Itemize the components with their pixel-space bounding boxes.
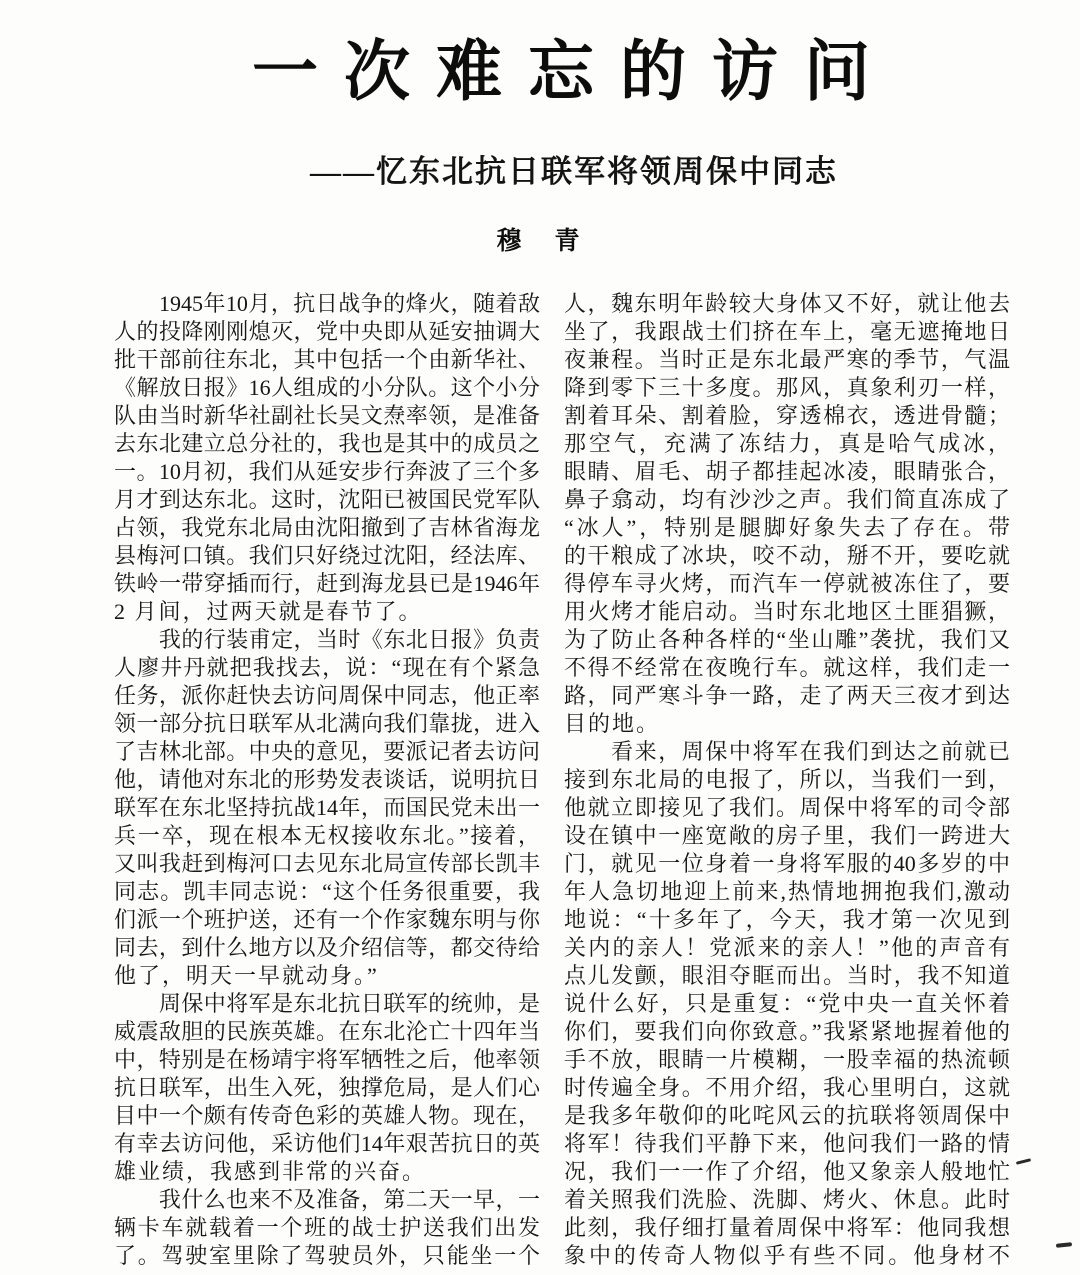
text-line: 占领，我党东北局由沈阳撤到了吉林省海龙 — [114, 515, 540, 540]
text-line: 一。10月初，我们从延安步行奔波了三个多 — [114, 459, 540, 484]
text-line: 中，特别是在杨靖宇将军牺牲之后，他率领 — [114, 1047, 540, 1072]
text-line: 点儿发颤，眼泪夺眶而出。当时，我不知道 — [564, 963, 1010, 988]
text-line: 手不放，眼睛一片模糊，一股幸福的热流顿 — [564, 1047, 1010, 1072]
text-line: 用火烤才能启动。当时东北地区土匪猖獗， — [564, 599, 1010, 624]
text-line: 雄业绩，我感到非常的兴奋。 — [114, 1159, 427, 1184]
text-line: 有幸去访问他，采访他们14年艰苦抗日的英 — [114, 1131, 540, 1156]
scan-artifact-dash — [1016, 1158, 1031, 1165]
text-line: “冰人”，特别是腿脚好象失去了存在。带 — [564, 515, 1010, 540]
text-line: 我什么也来不及准备，第二天一早，一 — [114, 1187, 540, 1212]
text-line: 了。驾驶室里除了驾驶员外，只能坐一个 — [114, 1243, 540, 1268]
article-subtitle: ——忆东北抗日联军将领周保中同志 — [310, 154, 838, 189]
article-author: 穆 青 — [496, 228, 584, 255]
text-line: 看来，周保中将军在我们到达之前就已 — [564, 739, 1010, 764]
text-line: 去东北建立总分社的，我也是其中的成员之 — [114, 431, 540, 456]
text-line: 1945年10月，抗日战争的烽火，随着敌 — [114, 291, 540, 316]
text-line: 威震敌胆的民族英雄。在东北沦亡十四年当 — [114, 1019, 540, 1044]
text-line: 门，就见一位身着一身将军服的40多岁的中 — [564, 851, 1010, 876]
text-line: 县梅河口镇。我们只好绕过沈阳，经法库、 — [114, 543, 540, 568]
text-line: 们派一个班护送，还有一个作家魏东明与你 — [114, 907, 540, 932]
text-line: 他就立即接见了我们。周保中将军的司令部 — [564, 795, 1010, 820]
text-line: 兵一卒，现在根本无权接收东北。”接着， — [114, 823, 540, 848]
text-line: 目中一个颇有传奇色彩的英雄人物。现在， — [114, 1103, 540, 1128]
text-line: 他，请他对东北的形势发表谈话，说明抗日 — [114, 767, 540, 792]
text-line: 队由当时新华社副社长吴文焘率领，是准备 — [114, 403, 540, 428]
text-line: 同志。凯丰同志说：“这个任务很重要，我 — [114, 879, 540, 904]
text-line: 辆卡车就载着一个班的战士护送我们出发 — [114, 1215, 540, 1240]
text-line: 着关照我们洗脸、洗脚、烤火、休息。此时 — [564, 1187, 1010, 1212]
text-line: 时传遍全身。不用介绍，我心里明白，这就 — [564, 1075, 1010, 1100]
text-line: 同去，到什么地方以及介绍信等，都交待给 — [114, 935, 540, 960]
text-line: 况，我们一一作了介绍，他又象亲人般地忙 — [564, 1159, 1010, 1184]
text-line: 又叫我赶到梅河口去见东北局宣传部长凯丰 — [114, 851, 540, 876]
text-line: 象中的传奇人物似乎有些不同。他身材不 — [564, 1243, 1010, 1268]
article-body — [114, 290, 1010, 1270]
text-line: 他了，明天一早就动身。” — [114, 963, 379, 988]
text-line: 领一部分抗日联军从北满向我们靠拢，进入 — [114, 711, 540, 736]
scan-artifact-dash — [1056, 1242, 1072, 1248]
text-line: 人廖井丹就把我找去，说：“现在有个紧急 — [114, 655, 540, 680]
text-line: 路，同严寒斗争一路，走了两天三夜才到达 — [564, 683, 1010, 708]
text-line: 目的地。 — [564, 711, 661, 736]
text-line: 任务，派你赶快去访问周保中同志，他正率 — [114, 683, 540, 708]
text-line: 了吉林北部。中央的意见，要派记者去访问 — [114, 739, 540, 764]
text-line: 将军！待我们平静下来，他问我们一路的情 — [564, 1131, 1010, 1156]
text-line: 关内的亲人！党派来的亲人！”他的声音有 — [564, 935, 1010, 960]
text-line: 《解放日报》16人组成的小分队。这个小分 — [114, 375, 540, 400]
text-line: 联军在东北坚持抗战14年，而国民党未出一 — [114, 795, 540, 820]
text-line: 年人急切地迎上前来,热情地拥抱我们,激动 — [564, 879, 1010, 904]
text-line: 人的投降刚刚熄灭，党中央即从延安抽调大 — [114, 319, 540, 344]
text-line: 人，魏东明年龄较大身体又不好，就让他去 — [564, 291, 1010, 316]
text-line: 铁岭一带穿插而行，赶到海龙县已是1946年 — [114, 571, 540, 596]
text-line: 的干粮成了冰块，咬不动，掰不开，要吃就 — [564, 543, 1010, 568]
text-line: 割着耳朵、割着脸，穿透棉衣，透进骨髓； — [564, 403, 1010, 428]
text-line: 此刻，我仔细打量着周保中将军：他同我想 — [564, 1215, 1010, 1240]
text-line: 周保中将军是东北抗日联军的统帅，是 — [114, 991, 540, 1016]
article-title: 一次难忘的访问 — [252, 36, 896, 109]
text-line: 降到零下三十多度。那风，真象利刃一样， — [564, 375, 1010, 400]
left-column — [114, 290, 540, 1270]
text-line: 不得不经常在夜晚行车。就这样，我们走一 — [564, 655, 1010, 680]
text-line: 月才到达东北。这时，沈阳已被国民党军队 — [114, 487, 540, 512]
right-column — [564, 290, 1010, 1270]
text-line: 为了防止各种各样的“坐山雕”袭扰，我们又 — [564, 627, 1010, 652]
text-line: 2 月间，过两天就是春节了。 — [114, 599, 423, 624]
text-line: 抗日联军，出生入死，独撑危局，是人们心 — [114, 1075, 540, 1100]
text-line: 接到东北局的电报了，所以，当我们一到， — [564, 767, 1010, 792]
text-line: 眼睛、眉毛、胡子都挂起冰凌，眼睛张合， — [564, 459, 1010, 484]
text-line: 批干部前往东北，其中包括一个由新华社、 — [114, 347, 540, 372]
text-line: 你们，要我们向你致意。”我紧紧地握着他的 — [564, 1019, 1010, 1044]
text-line: 鼻子翕动，均有沙沙之声。我们简直冻成了 — [564, 487, 1010, 512]
text-line: 说什么好，只是重复：“党中央一直关怀着 — [564, 991, 1010, 1016]
text-line: 设在镇中一座宽敞的房子里，我们一跨进大 — [564, 823, 1010, 848]
text-line: 地说：“十多年了，今天，我才第一次见到 — [564, 907, 1010, 932]
text-line: 是我多年敬仰的叱咤风云的抗联将领周保中 — [564, 1103, 1010, 1128]
text-line: 夜兼程。当时正是东北最严寒的季节，气温 — [564, 347, 1010, 372]
text-line: 坐了，我跟战士们挤在车上，毫无遮掩地日 — [564, 319, 1010, 344]
text-line: 我的行装甫定，当时《东北日报》负责 — [114, 627, 540, 652]
text-line: 那空气，充满了冻结力，真是哈气成冰， — [564, 431, 1010, 456]
text-line: 得停车寻火烤，而汽车一停就被冻住了，要 — [564, 571, 1010, 596]
